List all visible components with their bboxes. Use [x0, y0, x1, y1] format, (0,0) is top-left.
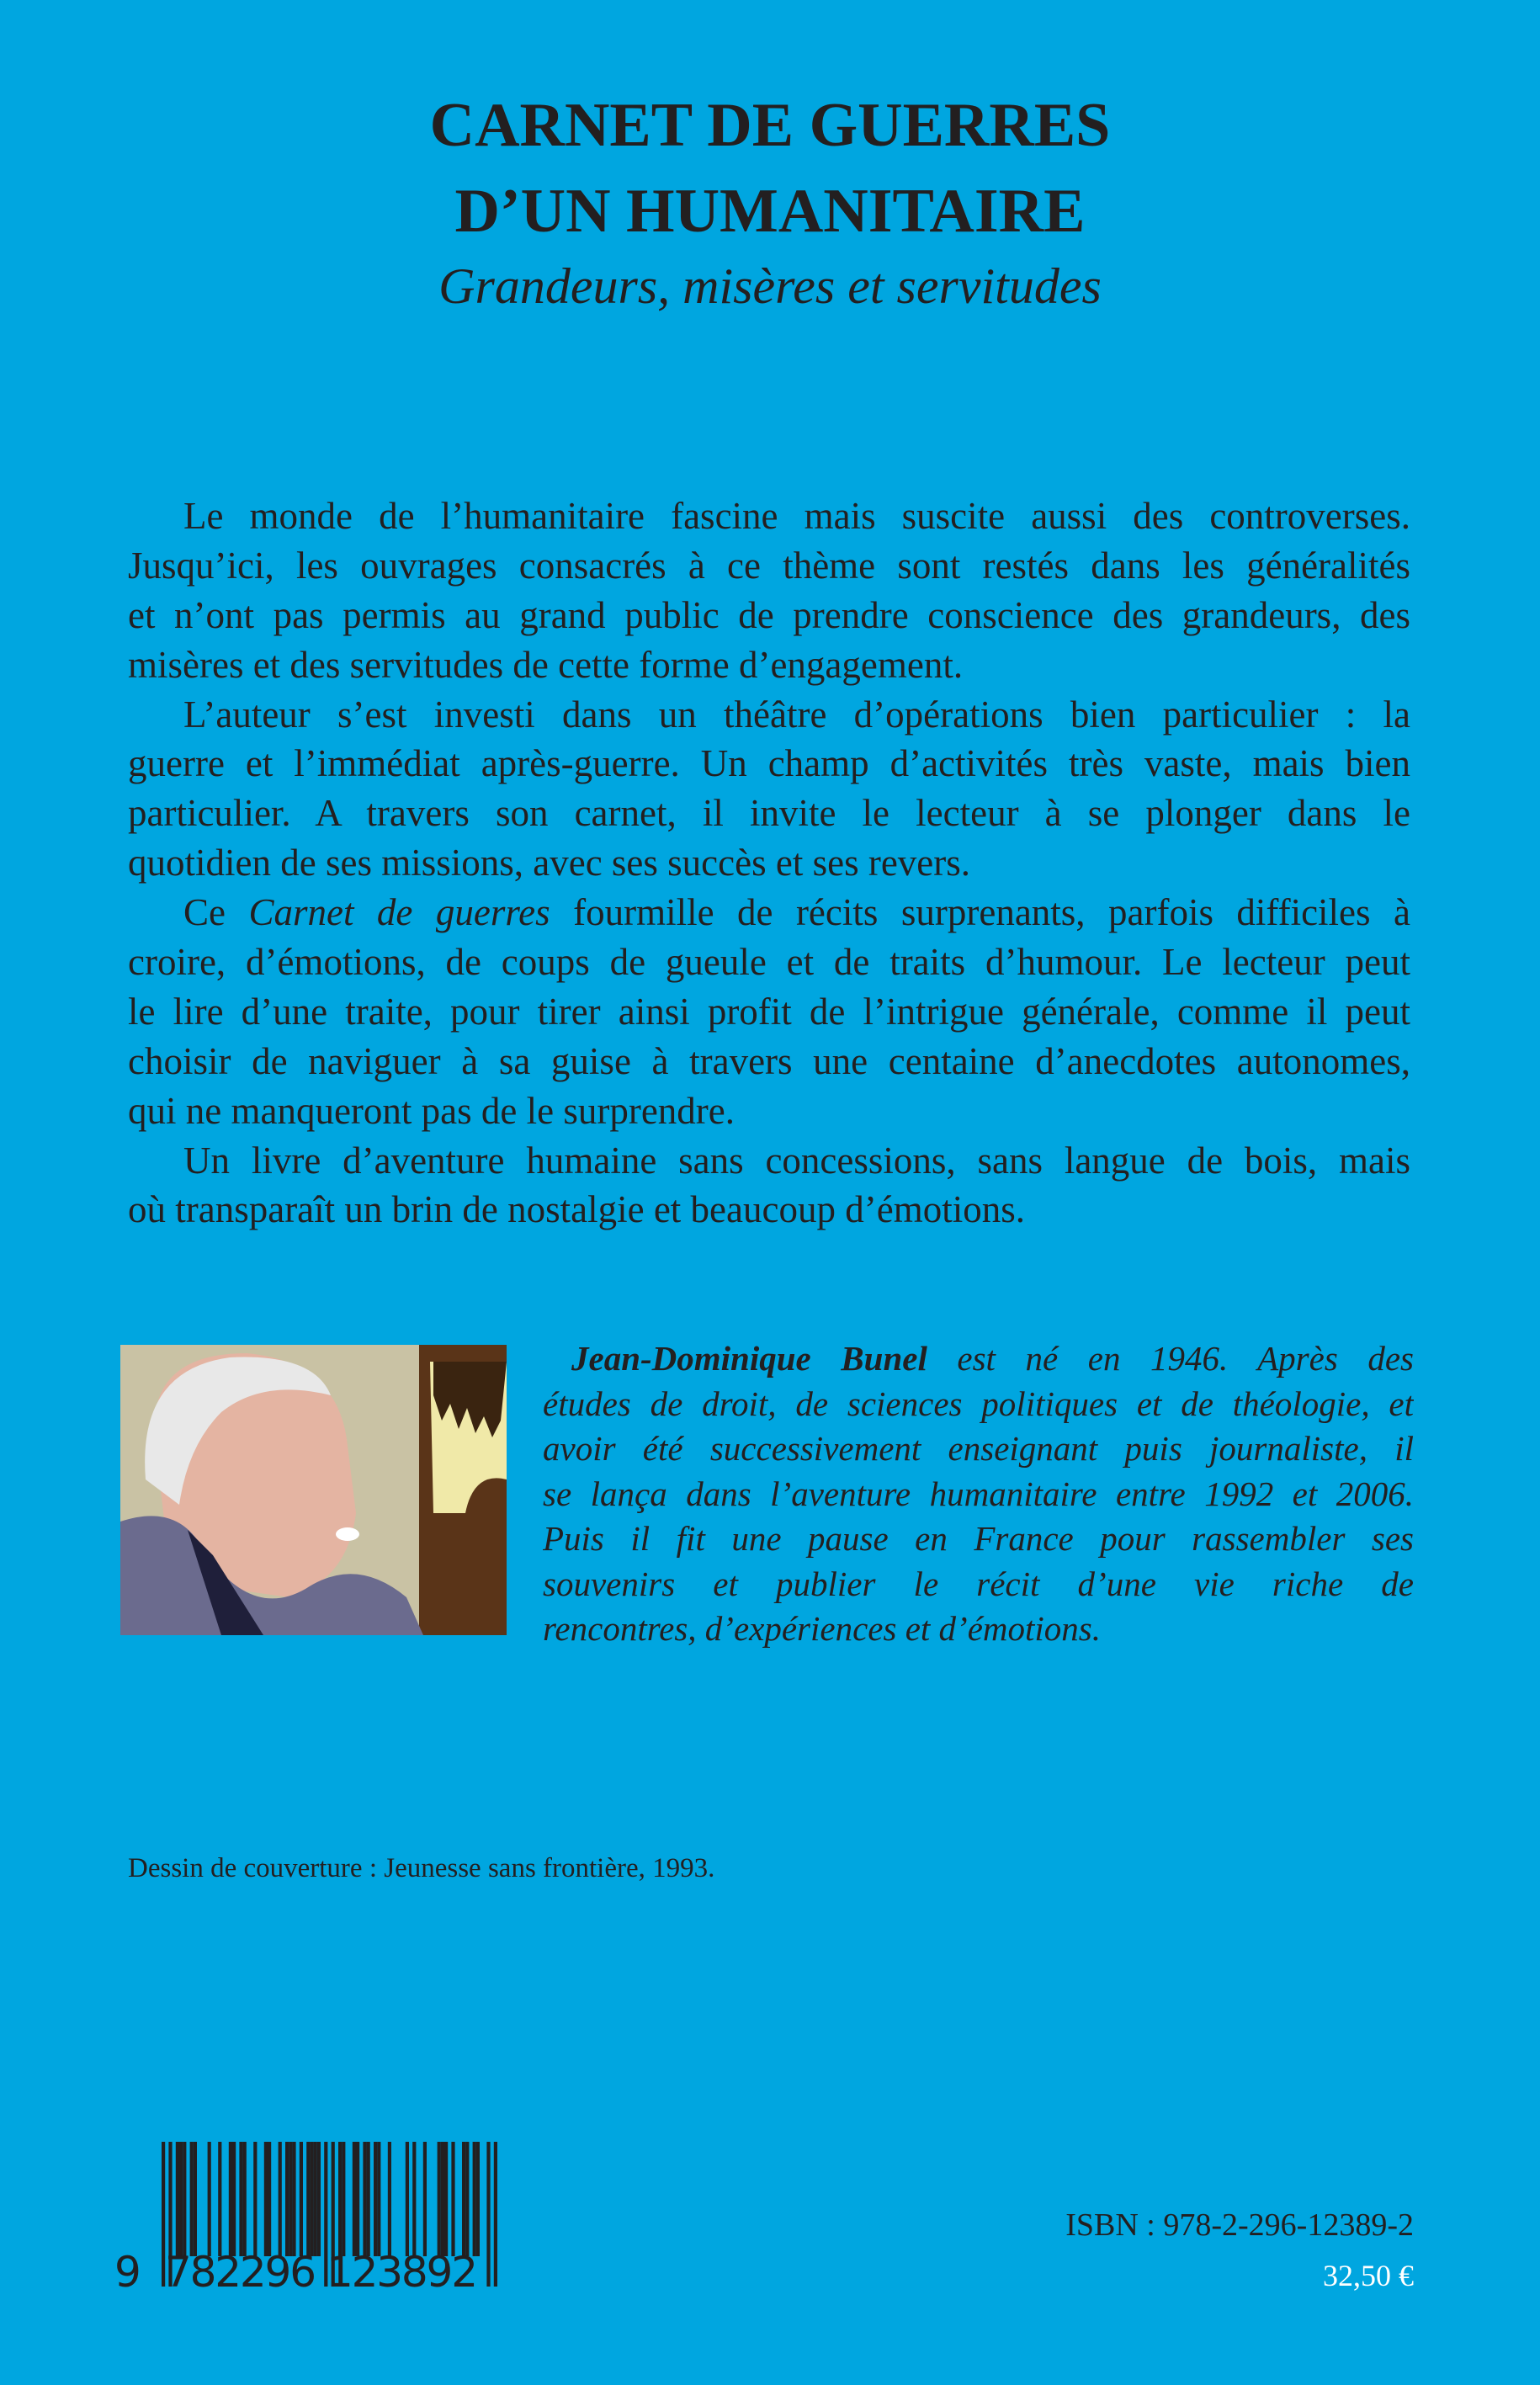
blurb-line: croire, d’émotions, de coups de gueule et de traits d’humour. Le lecteur peut	[128, 941, 1410, 984]
author-photo	[120, 1345, 507, 1635]
bio-line: rencontres, d’expériences et d’émotions.	[543, 1609, 1101, 1648]
barcode-bar	[363, 2142, 366, 2256]
barcode-bar	[179, 2142, 183, 2256]
barcode-bar	[353, 2142, 356, 2256]
barcode-bar	[306, 2142, 310, 2256]
barcode-bar	[406, 2142, 409, 2256]
cover-credit: Dessin de couverture : Jeunesse sans frontière, 1993.	[128, 1853, 715, 1883]
blurb-line: Le monde de l’humanitaire fascine mais suscite aussi des controverses.	[183, 495, 1410, 537]
bio-line	[543, 1336, 1414, 1382]
back-cover-blurb	[128, 491, 1410, 1235]
barcode-bar	[229, 2142, 232, 2256]
barcode-bar	[444, 2142, 448, 2256]
barcode-bar	[465, 2142, 469, 2256]
blurb-line: Un livre d’aventure humaine sans concessions, sans langue de bois, mais	[183, 1139, 1410, 1182]
text: Ce	[183, 891, 249, 934]
barcode-bar	[314, 2142, 317, 2256]
barcode-bar	[423, 2142, 427, 2256]
barcode-bar	[218, 2142, 221, 2256]
isbn-number: ISBN : 978-2-296-12389-2	[1065, 2207, 1414, 2243]
barcode-first-digit: 9	[114, 2248, 141, 2293]
blurb-line: le lire d’une traite, pour tirer ainsi profit de l’intrigue générale, comme il peut	[128, 990, 1410, 1033]
barcode-bar	[473, 2142, 476, 2256]
barcode-bar	[232, 2142, 236, 2256]
bio-line: études de droit, de sciences politiques et de théologie, et	[543, 1384, 1414, 1423]
book-title-line-1: CARNET DE GUERRES	[429, 91, 1111, 160]
barcode-bar	[388, 2142, 391, 2256]
barcode-bar	[462, 2142, 465, 2256]
barcode-bar	[438, 2142, 441, 2256]
barcode-bar	[190, 2142, 194, 2256]
barcode-bar	[342, 2142, 345, 2256]
barcode-left-digits: 782296	[165, 2248, 316, 2293]
barcode-bar	[494, 2142, 497, 2287]
isbn-barcode	[114, 2142, 510, 2297]
barcode-bar	[176, 2142, 179, 2256]
text: fourmille de récits surprenants, parfois difficiles à	[550, 891, 1410, 934]
barcode-bar	[377, 2142, 380, 2256]
bio-line: souvenirs et publier le récit d’une vie riche de	[543, 1564, 1414, 1603]
barcode-bar	[338, 2142, 342, 2256]
barcode-bar	[253, 2142, 257, 2256]
barcode-bar	[285, 2142, 289, 2256]
barcode-bar	[279, 2142, 282, 2256]
barcode-bar	[441, 2142, 444, 2256]
barcode-bar	[289, 2142, 292, 2256]
barcode-bar	[183, 2142, 186, 2256]
author-bio	[543, 1336, 1414, 1652]
blurb-line: guerre et l’immédiat après-guerre. Un champ d’activités très vaste, mais bien	[128, 742, 1410, 785]
book-title-line-2: D’UN HUMANITAIRE	[454, 177, 1086, 246]
barcode-bar	[476, 2142, 480, 2256]
barcode-bar	[268, 2142, 271, 2256]
barcode-bar	[412, 2142, 416, 2256]
price: 32,50 €	[1323, 2259, 1414, 2292]
blurb-line: choisir de naviguer à sa guise à travers une centaine d’anecdotes autonomes,	[128, 1039, 1410, 1082]
author-name: Jean-Dominique Bunel	[571, 1339, 927, 1378]
text: est né en 1946. Après des	[927, 1339, 1414, 1378]
blurb-line: particulier. A travers son carnet, il invite le lecteur à se plonger dans le	[128, 792, 1410, 835]
blurb-line: où transparaît un brin de nostalgie et beaucoup d’émotions.	[128, 1188, 1025, 1231]
bio-line: avoir été successivement enseignant puis journaliste, il	[543, 1429, 1414, 1468]
barcode-bar	[317, 2142, 321, 2256]
barcode-bar	[264, 2142, 268, 2256]
bio-line: se lança dans l’aventure humanitaire entre 1992 et 2006.	[543, 1474, 1414, 1513]
barcode-bar	[292, 2142, 295, 2256]
blurb-line	[128, 888, 1410, 938]
barcode-bar	[208, 2142, 211, 2256]
barcode-bar	[374, 2142, 377, 2256]
blurb-line: L’auteur s’est investi dans un théâtre d’opérations bien particulier : la	[183, 693, 1410, 736]
blurb-line: quotidien de ses missions, avec ses succès et ses revers.	[128, 842, 971, 884]
blurb-line: qui ne manqueront pas de le surprendre.	[128, 1089, 735, 1132]
barcode-bar	[310, 2142, 313, 2256]
barcode-bar	[300, 2142, 303, 2256]
barcode-bar	[451, 2142, 454, 2256]
barcode-bar	[243, 2142, 247, 2256]
blurb-line: misères et des servitudes de cette forme d’engagement.	[128, 643, 964, 686]
book-subtitle: Grandeurs, misères et servitudes	[438, 258, 1102, 314]
barcode-bar	[356, 2142, 359, 2256]
barcode-bar	[486, 2142, 490, 2287]
barcode-bar	[239, 2142, 242, 2256]
barcode-bar	[194, 2142, 197, 2256]
bio-line: Puis il fit une pause en France pour rassembler ses	[543, 1519, 1414, 1558]
blurb-line: et n’ont pas permis au grand public de prendre conscience des grandeurs, des	[128, 593, 1410, 636]
barcode-bar	[367, 2142, 370, 2256]
book-title-italic: Carnet de guerres	[248, 891, 550, 934]
blurb-line: Jusqu’ici, les ouvrages consacrés à ce thème sont restés dans les généralités	[128, 544, 1410, 587]
barcode-right-digits: 123892	[327, 2248, 478, 2293]
